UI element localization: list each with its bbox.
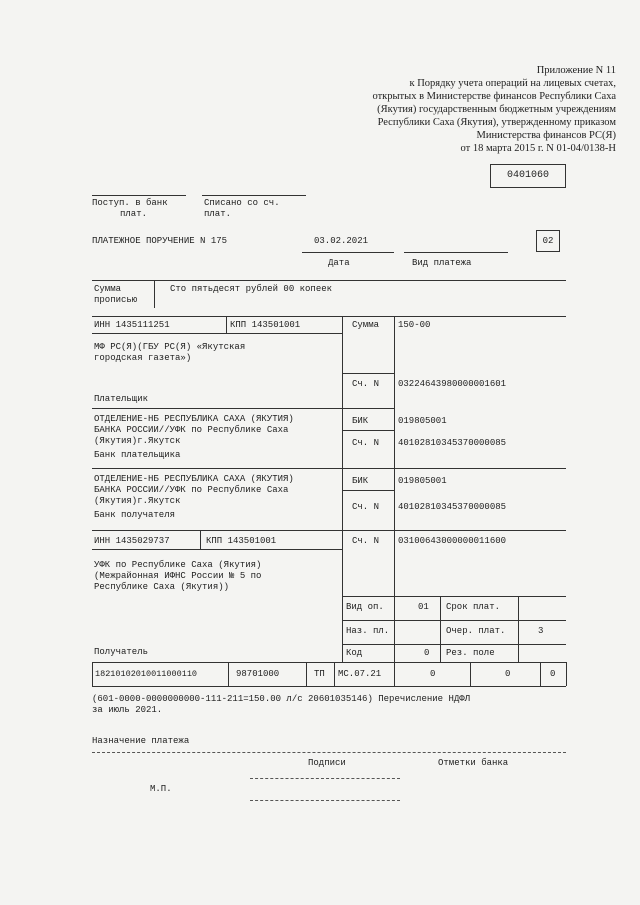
signature-line-1	[250, 778, 400, 779]
tax-v4	[394, 662, 395, 686]
tax-basis: ТП	[314, 669, 325, 679]
payer-bank-acc: 40102810345370000085	[398, 438, 507, 448]
tax-v1	[228, 662, 229, 686]
recv-bank-acc: 40102810345370000085	[398, 502, 507, 512]
stamp-place: М.П.	[150, 784, 172, 794]
kbk: 18210102010011000110	[95, 669, 198, 679]
form-code-box: 0401060	[490, 164, 566, 188]
tax-date: 0	[505, 669, 511, 679]
order-title: ПЛАТЕЖНОЕ ПОРУЧЕНИЕ N 175	[92, 236, 228, 246]
type-label: Вид платежа	[412, 258, 472, 268]
recv-bank: ОТДЕЛЕНИЕ-НБ РЕСПУБЛИКА САХА (ЯКУТИЯ) БАНКА РОССИИ//УФК по Республике Саха (Якутия)г.Якутск	[94, 474, 294, 506]
debit-label: Списано со сч. плат.	[204, 198, 280, 219]
payer-inn: ИНН 1435111251	[94, 320, 170, 330]
recv-inn-top	[92, 530, 566, 531]
payer-kpp: КПП 143501001	[230, 320, 301, 330]
appendix-line: к Порядку учета операций на лицевых счетах,	[409, 78, 616, 89]
recv-acc: 03100643000000011600	[398, 536, 507, 546]
receipt-label: Поступ. в банк плат.	[92, 198, 168, 219]
ocher: 3	[538, 626, 544, 636]
appendix-line: Министерства финансов РС(Я)	[476, 130, 616, 141]
payer-bank-top	[92, 408, 394, 409]
tax-row-top	[92, 662, 566, 663]
recv-name: УФК по Республике Саха (Якутия) (Межрайонная ИФНС России № 5 по Республике Саха (Якутия))	[94, 560, 262, 592]
date-label: Дата	[328, 258, 350, 268]
tax-v3	[334, 662, 335, 686]
table-top	[92, 316, 566, 317]
vid-op-label: Вид оп.	[346, 602, 384, 612]
tax-v5	[470, 662, 471, 686]
main-vdivider	[342, 316, 343, 662]
sum-words-divider	[154, 280, 155, 308]
recv-inn: ИНН 1435029737	[94, 536, 170, 546]
value-vdivider	[394, 316, 395, 662]
tax-v0	[92, 662, 93, 686]
sum-label: Сумма	[352, 320, 380, 330]
payer-bik-label: БИК	[352, 416, 369, 426]
payer-bank-acc-label: Сч. N	[352, 438, 380, 448]
debit-line	[202, 195, 306, 196]
payer-acc-label: Сч. N	[352, 379, 380, 389]
sum-words-label: Сумма прописью	[94, 284, 138, 305]
payer-name: МФ РС(Я)(ГБУ РС(Я) «Якутская городская газета»)	[94, 342, 246, 363]
sum-words-value: Сто пятьдесят рублей 00 копеек	[170, 284, 333, 294]
kod: 0	[424, 648, 430, 658]
op-grid-vmid	[440, 596, 441, 662]
date-line	[302, 252, 394, 253]
tax-v2	[306, 662, 307, 686]
purpose-line	[92, 752, 566, 753]
appendix-line: открытых в Министерстве финансов Республики Саха	[372, 91, 616, 102]
payer-acc: 03224643980000001601	[398, 379, 507, 389]
purpose-label: Назначение платежа	[92, 736, 190, 746]
op-grid-mid1	[342, 620, 566, 621]
tax-v6	[540, 662, 541, 686]
op-grid-top	[342, 596, 566, 597]
sum-value: 150-00	[398, 320, 431, 330]
recv-bank-label: Банк получателя	[94, 510, 176, 520]
order-date: 03.02.2021	[314, 236, 369, 246]
tax-row-bottom	[92, 686, 566, 687]
oktmo: 98701000	[236, 669, 280, 679]
appendix-line: Республики Саха (Якутия), утвержденному приказом	[377, 117, 616, 128]
recv-inn-divider	[200, 530, 201, 549]
tax-period: МС.07.21	[338, 669, 382, 679]
tax-type: 0	[550, 669, 556, 679]
recv-kpp: КПП 143501001	[206, 536, 277, 546]
op-grid-vright	[518, 596, 519, 662]
payer-bank-label: Банк плательщика	[94, 450, 181, 460]
sum-cell-bottom	[342, 373, 394, 374]
kod-label: Код	[346, 648, 363, 658]
recv-acc-label: Сч. N	[352, 536, 380, 546]
bik-cell-bottom	[342, 430, 394, 431]
recv-label: Получатель	[94, 647, 149, 657]
recv-bank-acc-label: Сч. N	[352, 502, 380, 512]
ocher-label: Очер. плат.	[446, 626, 506, 636]
payer-bik: 019805001	[398, 416, 447, 426]
bank-marks-label: Отметки банка	[438, 758, 509, 768]
recv-bik-label: БИК	[352, 476, 369, 486]
naz-label: Наз. пл.	[346, 626, 390, 636]
status-box: 02	[536, 230, 560, 252]
op-grid-mid2	[342, 644, 566, 645]
appendix-line: Приложение N 11	[536, 65, 616, 76]
signature-line-2	[250, 800, 400, 801]
tax-num: 0	[430, 669, 436, 679]
vid-op: 01	[418, 602, 429, 612]
receipt-line	[92, 195, 186, 196]
srok-label: Срок плат.	[446, 602, 501, 612]
tax-v7	[566, 662, 567, 686]
appendix-header	[276, 64, 616, 155]
recv-bank-top	[92, 468, 566, 469]
rez-label: Рез. поле	[446, 648, 495, 658]
recv-bik-bottom	[342, 490, 394, 491]
purpose-text: (601-0000-0000000000-111-211=150.00 л/с 20601035146) Перечисление НДФЛ за июль 2021.	[92, 694, 471, 715]
payer-label: Плательщик	[94, 394, 149, 404]
sum-words-top	[92, 280, 566, 281]
inn-row-bottom	[92, 333, 342, 334]
appendix-line: от 18 марта 2015 г. N 01-04/0138-Н	[460, 143, 616, 154]
type-line	[404, 252, 508, 253]
payer-bank: ОТДЕЛЕНИЕ-НБ РЕСПУБЛИКА САХА (ЯКУТИЯ) БАНКА РОССИИ//УФК по Республике Саха (Якутия)г.Якутск	[94, 414, 294, 446]
appendix-line: (Якутия) государственным бюджетным учреждениям	[377, 104, 616, 115]
recv-bik: 019805001	[398, 476, 447, 486]
recv-inn-bottom	[92, 549, 342, 550]
signatures-label: Подписи	[308, 758, 346, 768]
inn-kpp-divider	[226, 316, 227, 333]
